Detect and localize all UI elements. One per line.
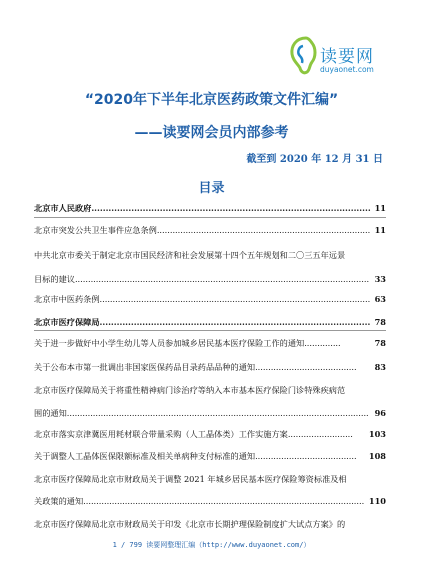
toc-page-number: 103: [368, 429, 386, 439]
toc-page-number: 33: [374, 274, 386, 284]
page-footer: 1 / 799 读要网整理汇编（http://www.duyaonet.com/）: [112, 541, 311, 549]
toc-page-number: 108: [368, 451, 386, 461]
cutoff-date: 截至到 2020 年 12 月 31 日: [246, 154, 383, 165]
toc-item[interactable]: 关于进一步做好中小学生幼儿等人员参加城乡居民基本医疗保险工作的通知.............. 78: [34, 338, 386, 348]
toc-page-number: 83: [374, 362, 386, 372]
toc-page-number: 11: [374, 225, 386, 235]
divider: [34, 217, 386, 218]
toc-item-continued[interactable]: 关政策的通知............................................................................................................ 110: [34, 496, 386, 506]
toc-section-medical-security[interactable]: 北京市医疗保障局............................................................................................... 78: [34, 317, 386, 327]
toc-page-number: 11: [374, 203, 386, 213]
document-title: “2020年下半年北京医药政策文件汇编”: [84, 92, 339, 108]
toc-section-beijing-government[interactable]: 北京市人民政府.................................................................................................. 11: [34, 203, 386, 213]
toc-item[interactable]: 中共北京市委关于制定北京市国民经济和社会发展第十四个五年规划和二〇三五年远景: [34, 250, 346, 260]
toc-heading: 目录: [198, 181, 225, 196]
divider: [34, 330, 386, 331]
logo: [288, 34, 384, 84]
logo-url: duyaonet.com: [320, 65, 374, 74]
toc-item-continued[interactable]: 目标的建议................................................................................................................. 33: [34, 274, 386, 284]
toc-page-number: 78: [374, 317, 386, 327]
toc-page-number: 63: [374, 294, 386, 304]
toc-item[interactable]: 北京市突发公共卫生事件应急条例.................................................................................. 11: [34, 225, 386, 235]
toc-item[interactable]: 北京市中医药条例........................................................................................................ 63: [34, 294, 386, 304]
toc-page-number: 78: [374, 338, 386, 348]
toc-item[interactable]: 北京市医疗保障局关于将重性精神病门诊治疗等纳入本市基本医疗保险门诊特殊疾病范: [34, 385, 346, 395]
logo-brand: 读要网: [320, 47, 374, 67]
toc-page-number: 96: [374, 408, 386, 418]
ear-logo-icon: [288, 34, 318, 76]
toc-item[interactable]: 关于调整人工晶体医保限额标准及相关单病种支付标准的通知....................................... 108: [34, 451, 386, 461]
toc-item[interactable]: 北京市医疗保障局北京市财政局关于调整 2021 年城乡居民基本医疗保险筹资标准及相: [34, 474, 347, 484]
toc-page-number: 110: [368, 496, 386, 506]
toc-item-continued[interactable]: 围的通知.................................................................................................................... 96: [34, 408, 386, 418]
document-subtitle: ——读要网会员内部参考: [134, 125, 289, 141]
toc-item[interactable]: 北京市医疗保障局北京市财政局关于印发《北京市长期护理保险制度扩大试点方案》的: [34, 519, 346, 529]
toc-item[interactable]: 北京市落实京津冀医用耗材联合带量采购（人工晶体类）工作实施方案......................... 103: [34, 429, 386, 439]
toc-item[interactable]: 关于公布本市第一批调出非国家医保药品目录药品品种的通知....................................... 83: [34, 362, 386, 372]
